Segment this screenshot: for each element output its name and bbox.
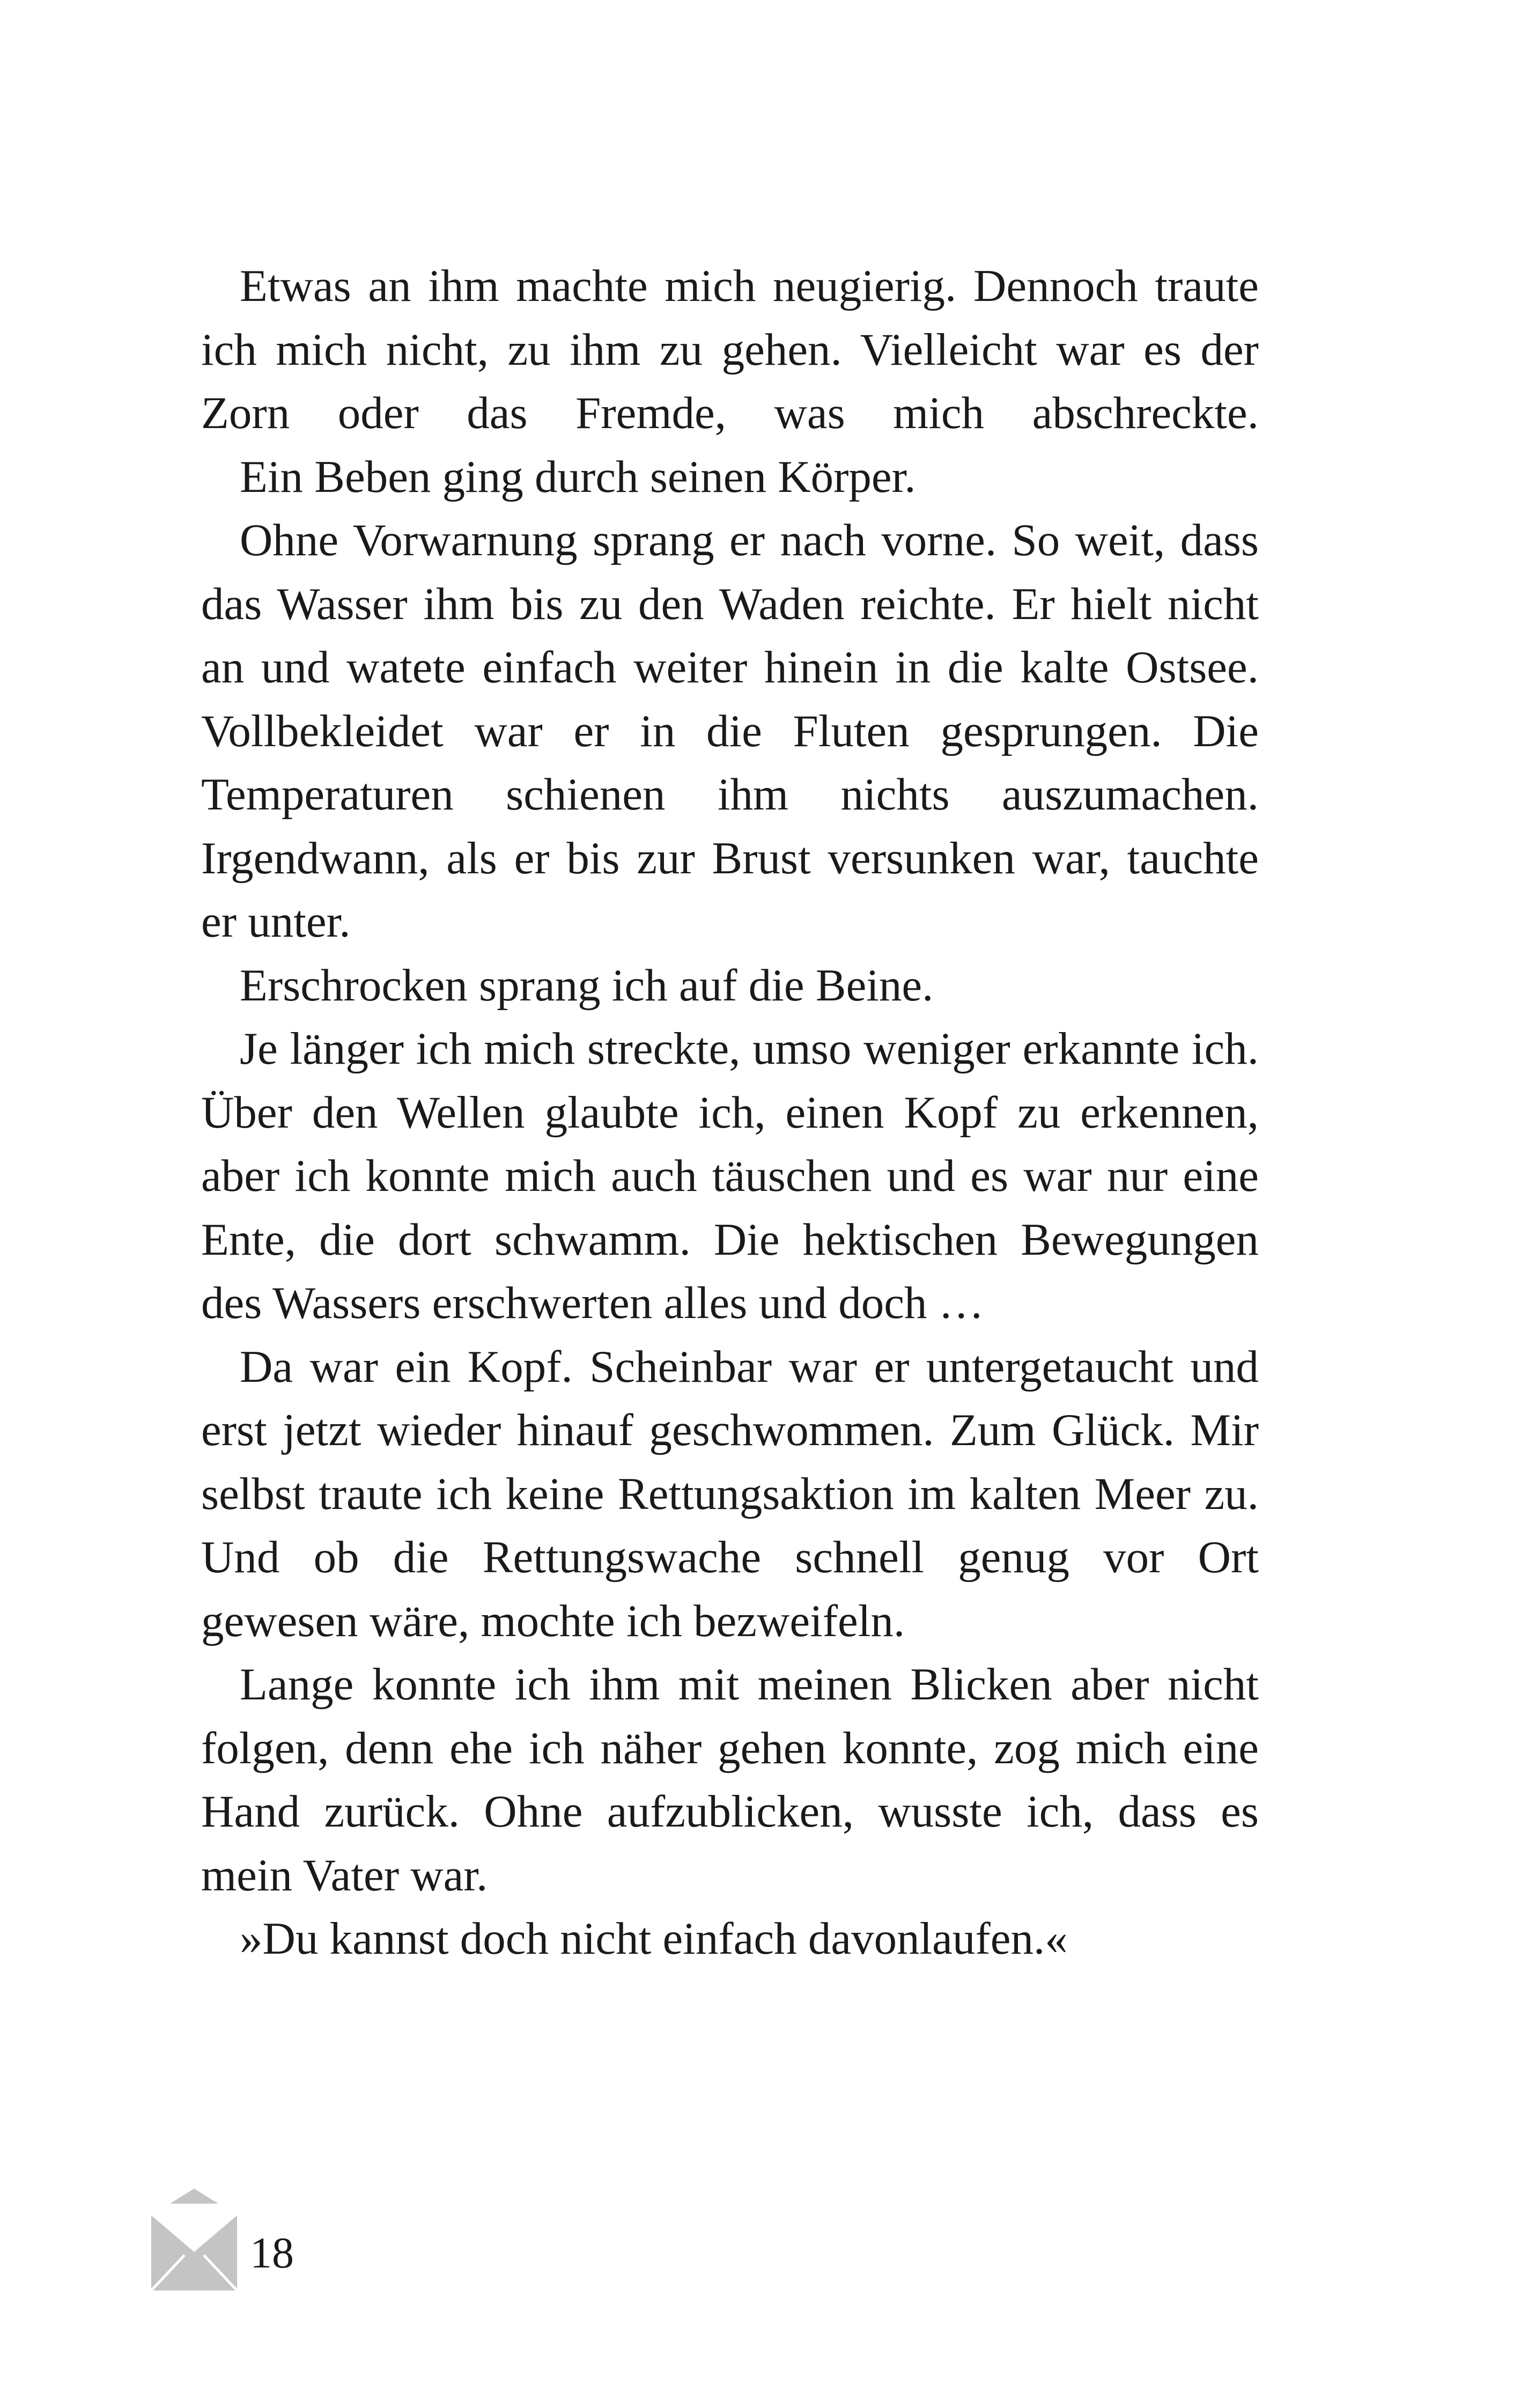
paragraph-5: Je länger ich mich streckte, umso weniger erkannte ich. Über den Wellen glaubte ich, einen Kopf zu erkennen, aber ich konnte mich auch täuschen und es war nur eine Ente, die dort schwamm. Die hektischen Bewegungen des Wassers erschwerten alles und doch … (201, 1023, 1259, 1328)
paragraph-3: Ohne Vorwarnung sprang er nach vorne. So weit, dass das Wasser ihm bis zu den Waden reichte. Er hielt nicht an und watete einfach weiter hinein in die kalte Ostsee. Vollbekleidet war er in die Fluten gesprungen. Die Temperaturen schienen ihm nichts auszumachen. Irgendwann, als er bis zur Brust versunken war, tauchte er unter. (201, 515, 1259, 947)
paragraph-7: Lange konnte ich ihm mit meinen Blicken aber nicht folgen, denn ehe ich näher gehen konnte, zog mich eine Hand zurück. Ohne aufzublicken, wusste ich, dass es mein Vater war. (201, 1659, 1259, 1901)
page-number: 18 (250, 2228, 294, 2277)
paragraph-8: »Du kannst doch nicht einfach davonlaufen.« (240, 1913, 1068, 1964)
paragraph-2: Ein Beben ging durch seinen Körper. (240, 451, 916, 502)
paragraph-4: Erschrocken sprang ich auf die Beine. (240, 960, 934, 1011)
body-text (201, 254, 1259, 1971)
paragraph-6: Da war ein Kopf. Scheinbar war er untergetaucht und erst jetzt wieder hinauf geschwommen. Zum Glück. Mir selbst traute ich keine Rettungsaktion im kalten Meer zu. Und ob die Rettungswache schnell genug vor Ort gewesen wäre, mochte ich bezweifeln. (201, 1341, 1259, 1646)
paragraph-1: Etwas an ihm machte mich neugierig. Dennoch traute ich mich nicht, zu ihm zu gehen. Vielleicht war es der Zorn oder das Fremde, was mich abschreckte. (201, 261, 1259, 438)
envelope-icon (151, 2189, 237, 2291)
